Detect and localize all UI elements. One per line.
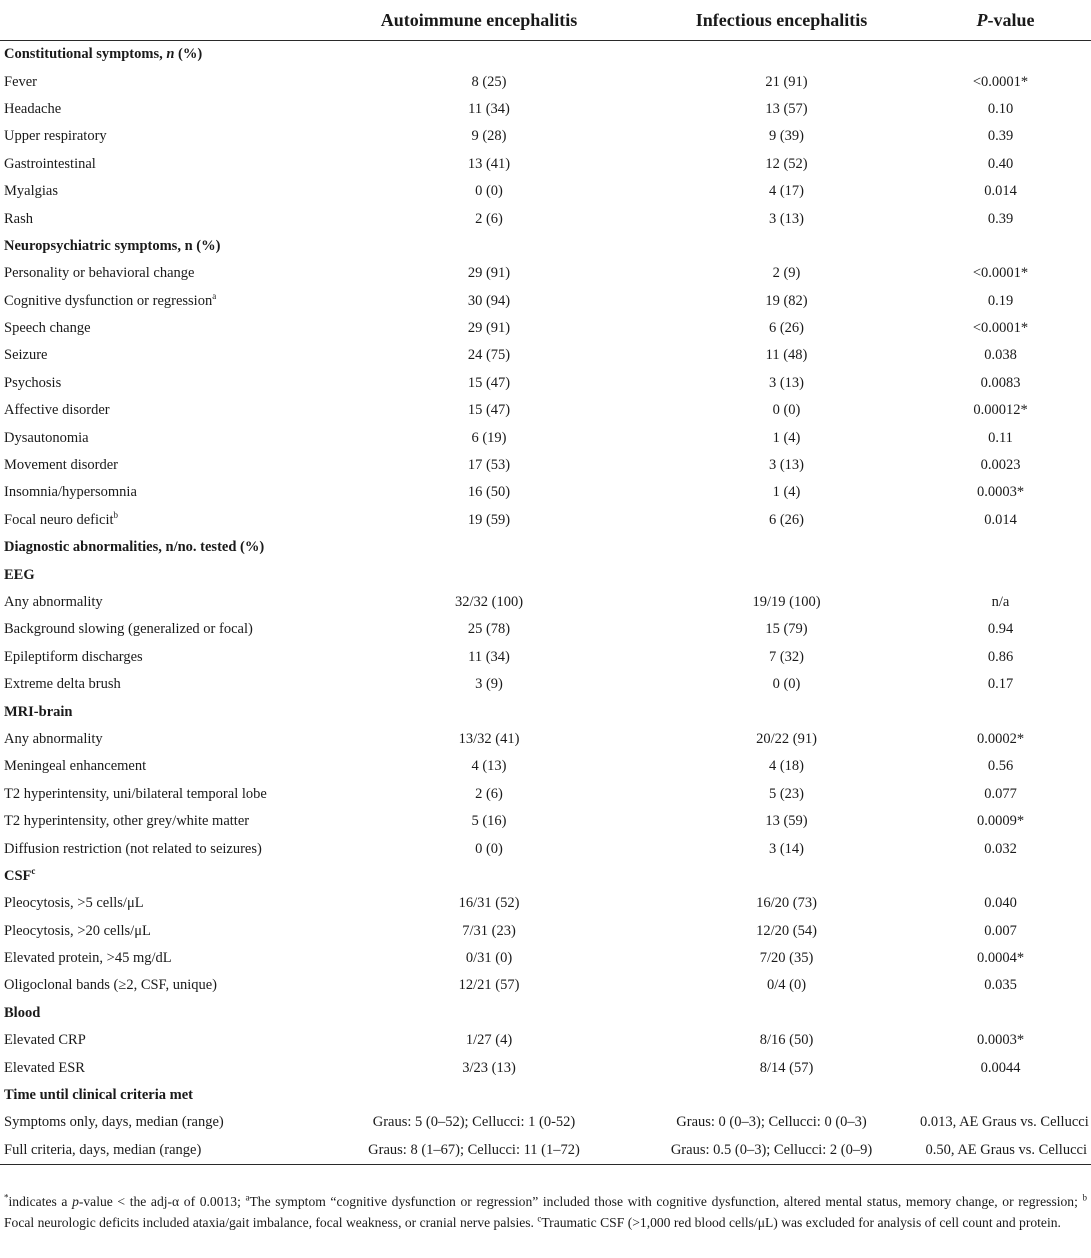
autoimmune-value: 1/27 (4) — [465, 1032, 513, 1049]
row-label: Fever — [4, 73, 38, 90]
section-title: Blood — [4, 1004, 41, 1021]
infectious-value: 11 (48) — [765, 347, 808, 364]
infectious-value: 3 (14) — [768, 840, 805, 857]
section-title: EEG — [4, 566, 35, 583]
autoimmune-value: 13/32 (41) — [458, 730, 520, 747]
infectious-value: 3 (13) — [768, 457, 805, 474]
row-label: Rash — [4, 210, 33, 227]
autoimmune-value: 2 (6) — [475, 785, 503, 802]
table-row — [0, 370, 1091, 397]
p-value: 0.39 — [987, 128, 1014, 145]
row-label: T2 hyperintensity, other grey/white matter — [4, 813, 250, 830]
table-row — [0, 452, 1091, 479]
infectious-value: 12/20 (54) — [756, 922, 817, 939]
p-value: 0.035 — [984, 977, 1017, 994]
infectious-value: 0/4 (0) — [766, 977, 807, 994]
row-label: Diffusion restriction (not related to seizures) — [4, 840, 262, 857]
table-row — [0, 96, 1091, 123]
table-row — [0, 123, 1091, 150]
table-row — [0, 1027, 1091, 1054]
p-value: 0.0009* — [976, 813, 1025, 830]
table-row — [0, 1109, 1091, 1136]
section-title: Time until clinical criteria met — [4, 1087, 193, 1104]
p-value: 0.17 — [987, 676, 1014, 693]
row-label: Any abnormality — [4, 730, 103, 747]
infectious-value: Graus: 0.5 (0–3); Cellucci: 2 (0–9) — [603, 1137, 890, 1165]
p-value: 0.86 — [987, 648, 1014, 665]
infectious-value: 0 (0) — [772, 676, 801, 693]
infectious-value: 7/20 (35) — [759, 950, 814, 967]
table-row — [0, 397, 1091, 424]
table-footnote: *indicates a p-value < the adj-α of 0.0013; $^a$The symptom “cognitive dysfunction or regression” included those with cognitive dysfunction, altered mental status, memory change, or regression; $^b$ Focal neurologic deficits included ataxia/gait imbalance, focal weakness, or cranial nerve palsies. $^c$Traumatic CSF (>1,000 red blood cells/μL) was excluded for analysis of cell count and protein. — [4, 1192, 1087, 1230]
autoimmune-value: 5 (16) — [471, 813, 507, 830]
header-p-value: P-value — [890, 0, 1091, 41]
table-row — [0, 890, 1091, 917]
row-label: Pleocytosis, >5 cells/μL — [4, 895, 144, 912]
autoimmune-value: Graus: 5 (0–52); Cellucci: 1 (0-52) — [372, 1114, 576, 1131]
infectious-value: Graus: 0 (0–3); Cellucci: 0 (0–3) — [676, 1114, 867, 1131]
table-row — [0, 205, 1091, 232]
row-label: Seizure — [4, 347, 48, 364]
table-row — [0, 835, 1091, 862]
row-label: T2 hyperintensity, uni/bilateral temporal lobe — [4, 785, 267, 802]
autoimmune-value: 0 (0) — [475, 840, 503, 857]
section-time — [0, 1082, 1091, 1109]
row-label: Symptoms only, days, median (range) — [4, 1114, 224, 1131]
infectious-value: 16/20 (73) — [756, 895, 817, 912]
row-label: Upper respiratory — [4, 128, 107, 145]
section-constitutional — [0, 41, 1091, 69]
infectious-value: 2 (9) — [772, 265, 801, 282]
section-blood — [0, 1000, 1091, 1027]
p-value: 0.007 — [984, 922, 1017, 939]
p-value: 0.94 — [987, 621, 1014, 638]
table-row — [0, 260, 1091, 287]
autoimmune-value: 11 (34) — [468, 100, 510, 117]
infectious-value: 1 (4) — [772, 484, 801, 501]
p-value: <0.0001* — [972, 320, 1029, 337]
row-label: Extreme delta brush — [4, 676, 121, 693]
row-label: Any abnormality — [4, 594, 103, 610]
row-label: Psychosis — [4, 374, 62, 391]
infectious-value: 19/19 (100) — [752, 594, 821, 610]
autoimmune-value: 16 (50) — [467, 484, 511, 501]
row-label: Elevated ESR — [4, 1059, 85, 1076]
row-label: Movement disorder — [4, 457, 118, 474]
p-value: 0.013, AE Graus vs. Cellucci — [920, 1114, 1089, 1131]
autoimmune-value: 19 (59) — [467, 511, 511, 528]
infectious-value: 20/22 (91) — [756, 730, 817, 747]
autoimmune-value: 29 (91) — [467, 265, 511, 282]
autoimmune-value: 29 (91) — [467, 320, 511, 337]
p-value: 0.10 — [987, 100, 1014, 117]
p-value: 0.40 — [987, 155, 1014, 172]
p-value: 0.19 — [987, 292, 1014, 309]
p-value: 0.0004* — [976, 950, 1025, 967]
infectious-value: 13 (57) — [765, 100, 808, 117]
table-row — [0, 781, 1091, 808]
footnote-star: * — [4, 1192, 9, 1203]
section-csf — [0, 863, 1091, 890]
table-row — [0, 726, 1091, 753]
p-value: 0.50, AE Graus vs. Cellucci — [890, 1137, 1091, 1165]
infectious-value: 15 (79) — [765, 621, 808, 638]
row-label: Elevated protein, >45 mg/dL — [4, 950, 172, 967]
infectious-value: 8/14 (57) — [759, 1059, 814, 1076]
row-label: Insomnia/hypersomnia — [4, 484, 137, 501]
table-row — [0, 424, 1091, 451]
p-value: 0.038 — [984, 347, 1017, 364]
table-row — [0, 342, 1091, 369]
header-autoimmune: Autoimmune encephalitis — [315, 0, 603, 41]
table-row — [0, 68, 1091, 95]
table-row — [0, 972, 1091, 999]
autoimmune-value: 3/23 (13) — [462, 1059, 516, 1076]
infectious-value: 9 (39) — [768, 128, 805, 145]
p-value: 0.0023 — [980, 457, 1021, 474]
infectious-value: 1 (4) — [772, 429, 801, 446]
section-title: Diagnostic abnormalities, n/no. tested (%) — [4, 539, 265, 556]
p-value: 0.0083 — [980, 374, 1021, 391]
section-title: CSF$^c$ — [4, 866, 36, 884]
row-label: Meningeal enhancement — [4, 758, 147, 775]
row-label: Pleocytosis, >20 cells/μL — [4, 922, 151, 939]
p-value: 0.56 — [987, 758, 1014, 775]
table-row — [0, 616, 1091, 643]
table-row — [0, 671, 1091, 698]
autoimmune-value: 7/31 (23) — [462, 922, 516, 939]
infectious-value: 3 (13) — [768, 374, 805, 391]
p-value: 0.11 — [988, 429, 1013, 446]
p-value: 0.39 — [987, 210, 1014, 227]
p-value: n/a — [991, 594, 1010, 610]
autoimmune-value: 12/21 (57) — [458, 977, 520, 994]
p-value: 0.00012* — [973, 402, 1028, 419]
autoimmune-value: 0/31 (0) — [465, 950, 513, 967]
autoimmune-value: 6 (19) — [471, 429, 507, 446]
infectious-value: 7 (32) — [768, 648, 805, 665]
autoimmune-value: 15 (47) — [467, 402, 511, 419]
p-value: 0.014 — [984, 511, 1017, 528]
infectious-value: 6 (26) — [768, 320, 805, 337]
p-value: 0.014 — [984, 183, 1017, 200]
autoimmune-value: 11 (34) — [468, 648, 510, 665]
table-row — [0, 288, 1091, 315]
autoimmune-value: 24 (75) — [467, 347, 511, 364]
p-value: 0.0044 — [980, 1059, 1021, 1076]
section-neuro — [0, 233, 1091, 260]
autoimmune-value: 8 (25) — [471, 73, 507, 90]
section-title: Constitutional symptoms, n (%) — [4, 46, 203, 63]
autoimmune-value: 16/31 (52) — [458, 895, 520, 912]
table-row — [0, 315, 1091, 342]
row-label: Background slowing (generalized or focal) — [4, 621, 253, 638]
infectious-value: 21 (91) — [765, 73, 808, 90]
infectious-value: 6 (26) — [768, 511, 805, 528]
p-value: <0.0001* — [972, 73, 1029, 90]
autoimmune-value: 13 (41) — [467, 155, 511, 172]
p-value: 0.032 — [984, 840, 1017, 857]
header-blank — [0, 0, 315, 41]
row-label: Headache — [4, 100, 62, 117]
infectious-value: 5 (23) — [768, 785, 805, 802]
row-label: Personality or behavioral change — [4, 265, 195, 282]
section-diagnostic — [0, 534, 1091, 561]
autoimmune-value: 15 (47) — [467, 374, 511, 391]
table-row — [0, 918, 1091, 945]
row-label: Affective disorder — [4, 402, 110, 419]
infectious-value: 12 (52) — [765, 155, 808, 172]
p-value: 0.0003* — [976, 1032, 1025, 1049]
autoimmune-value: 0 (0) — [475, 183, 503, 200]
table-body — [0, 41, 1091, 1165]
p-value: <0.0001* — [972, 265, 1029, 282]
table-row — [0, 753, 1091, 780]
table-row — [0, 1054, 1091, 1081]
table-row — [0, 589, 1091, 616]
infectious-value: 19 (82) — [765, 292, 808, 309]
table-row — [0, 178, 1091, 205]
row-label: Epileptiform discharges — [4, 648, 143, 665]
section-mri — [0, 698, 1091, 725]
autoimmune-value: 17 (53) — [467, 457, 511, 474]
infectious-value: 13 (59) — [765, 813, 808, 830]
header-infectious: Infectious encephalitis — [603, 0, 890, 41]
table-header-row — [0, 0, 1091, 41]
section-eeg — [0, 561, 1091, 588]
section-title: Neuropsychiatric symptoms, n (%) — [4, 237, 221, 254]
infectious-value: 8/16 (50) — [759, 1032, 814, 1049]
row-label: Myalgias — [4, 183, 58, 200]
autoimmune-value: 4 (13) — [471, 758, 507, 775]
section-title: MRI-brain — [4, 703, 73, 720]
row-label: Dysautonomia — [4, 429, 89, 446]
table-row — [0, 945, 1091, 972]
p-value: 0.077 — [984, 785, 1017, 802]
autoimmune-value: Graus: 8 (1–67); Cellucci: 11 (1–72) — [315, 1137, 603, 1165]
p-value: 0.040 — [984, 895, 1017, 912]
table-row — [0, 151, 1091, 178]
table-row — [0, 644, 1091, 671]
table-row — [0, 808, 1091, 835]
infectious-value: 3 (13) — [768, 210, 805, 227]
row-label: Speech change — [4, 320, 91, 337]
row-label: Elevated CRP — [4, 1032, 86, 1049]
autoimmune-value: 2 (6) — [475, 210, 503, 227]
p-value: 0.0003* — [976, 484, 1025, 501]
row-label: Full criteria, days, median (range) — [0, 1137, 315, 1165]
infectious-value: 4 (17) — [768, 183, 805, 200]
autoimmune-value: 30 (94) — [467, 292, 511, 309]
row-label: Cognitive dysfunction or regression$^a$ — [4, 290, 217, 309]
infectious-value: 0 (0) — [772, 402, 801, 419]
row-label: Oligoclonal bands (≥2, CSF, unique) — [4, 977, 218, 994]
infectious-value: 4 (18) — [768, 758, 805, 775]
row-label: Focal neuro deficit$^b$ — [4, 510, 119, 528]
autoimmune-value: 32/32 (100) — [454, 594, 524, 610]
table-row — [0, 507, 1091, 534]
autoimmune-value: 9 (28) — [471, 128, 507, 145]
row-label: Gastrointestinal — [4, 155, 96, 172]
p-value: 0.0002* — [976, 730, 1025, 747]
autoimmune-value: 25 (78) — [467, 621, 511, 638]
autoimmune-value: 3 (9) — [475, 676, 503, 693]
table-row — [0, 1137, 1091, 1165]
table-row — [0, 479, 1091, 506]
